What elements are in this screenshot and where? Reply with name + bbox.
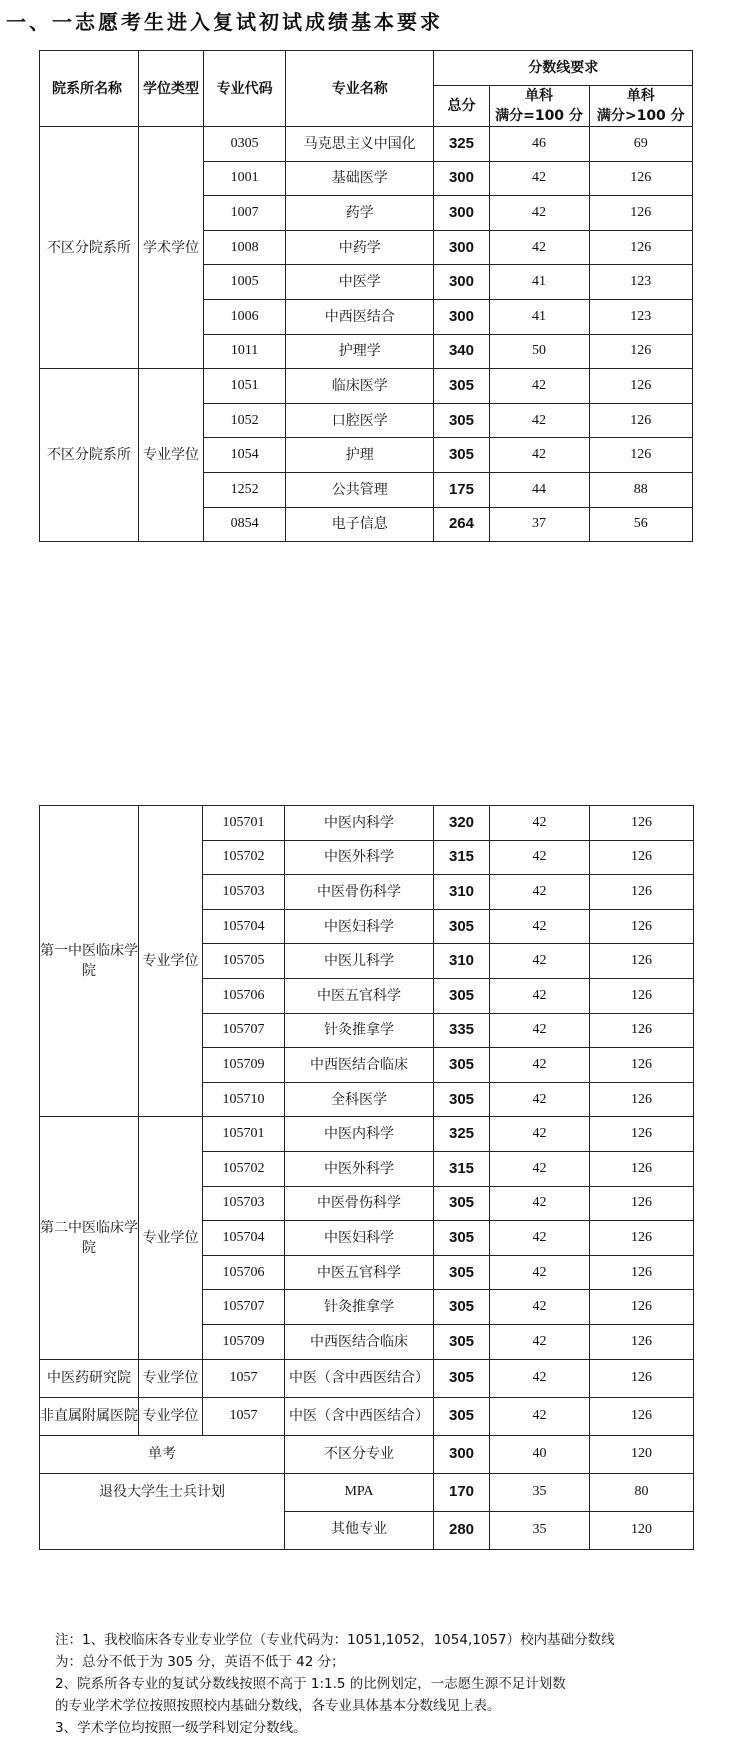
- dept-cell: 不区分院系所: [40, 369, 139, 542]
- major-name-cell: 针灸推拿学: [285, 1290, 434, 1325]
- major-name-cell: 针灸推拿学: [285, 1013, 434, 1048]
- major-name-cell: 中医骨伤科学: [285, 1186, 434, 1221]
- major-code-cell: 1008: [204, 230, 286, 265]
- header-dept: 院系所名称: [40, 51, 139, 127]
- table-row: [40, 127, 693, 162]
- single-gt100-score-cell: 126: [590, 1324, 694, 1359]
- single-100-score-cell: 42: [490, 1186, 590, 1221]
- note-line: 的专业学术学位按照按照校内基础分数线，各专业具体基本分数线见上表。: [55, 1698, 501, 1714]
- major-name-cell: 中医五官科学: [285, 978, 434, 1013]
- major-code-cell: 1011: [204, 334, 286, 369]
- table-row: [40, 369, 693, 404]
- major-name-cell: 中医妇科学: [285, 909, 434, 944]
- major-code-cell: 105709: [203, 1324, 285, 1359]
- single-gt100-score-cell: 126: [590, 1013, 694, 1048]
- header-total: 总分: [434, 86, 489, 127]
- total-score-cell: 300: [434, 161, 489, 196]
- single-100-score-cell: 42: [490, 978, 590, 1013]
- score-table-2: [39, 805, 694, 1550]
- major-name-cell: 中医外科学: [285, 1151, 434, 1186]
- single-gt100-score-cell: 126: [590, 944, 694, 979]
- major-code-cell: 105710: [203, 1082, 285, 1117]
- single-exam-label: 单考: [40, 1435, 285, 1473]
- single-gt100-score-cell: 126: [589, 369, 692, 404]
- total-score-cell: 305: [434, 1255, 490, 1290]
- header-single-gt100-line1: 单科: [626, 88, 655, 104]
- single-gt100-score-cell: 126: [590, 1359, 694, 1397]
- major-code-cell: 105703: [203, 1186, 285, 1221]
- major-name-cell: MPA: [285, 1473, 434, 1511]
- total-score-cell: 325: [434, 1117, 490, 1152]
- single-gt100-score-cell: 56: [589, 507, 692, 542]
- total-score-cell: 305: [434, 978, 490, 1013]
- single-gt100-score-cell: 126: [589, 161, 692, 196]
- total-score-cell: 300: [434, 230, 489, 265]
- total-score-cell: 305: [434, 369, 489, 404]
- single-gt100-score-cell: 126: [590, 909, 694, 944]
- major-name-cell: 中医妇科学: [285, 1221, 434, 1256]
- single-100-score-cell: 42: [490, 1082, 590, 1117]
- major-name-cell: 中药学: [286, 230, 434, 265]
- single-gt100-score-cell: 80: [590, 1473, 694, 1511]
- major-code-cell: 1057: [203, 1359, 285, 1397]
- major-code-cell: 105701: [203, 1117, 285, 1152]
- major-name-cell: 全科医学: [285, 1082, 434, 1117]
- major-name-cell: 基础医学: [286, 161, 434, 196]
- total-score-cell: 305: [434, 1186, 490, 1221]
- single-100-score-cell: 42: [490, 840, 590, 875]
- single-100-score-cell: 41: [489, 265, 589, 300]
- major-name-cell: 中医儿科学: [285, 944, 434, 979]
- single-gt100-score-cell: 126: [590, 806, 694, 841]
- major-code-cell: 1252: [204, 472, 286, 507]
- major-code-cell: 105709: [203, 1048, 285, 1083]
- dept-cell: 第二中医临床学院: [40, 1117, 139, 1359]
- major-code-cell: 1006: [204, 299, 286, 334]
- dept-cell: 第一中医临床学院: [40, 806, 139, 1117]
- header-single-100-line2: 满分=100 分: [495, 108, 583, 124]
- single-gt100-score-cell: 126: [589, 403, 692, 438]
- dept-cell: 不区分院系所: [40, 127, 139, 369]
- major-code-cell: 1001: [204, 161, 286, 196]
- major-code-cell: 1007: [204, 196, 286, 231]
- single-100-score-cell: 37: [489, 507, 589, 542]
- major-name-cell: 中医骨伤科学: [285, 875, 434, 910]
- degree-type-cell: 专业学位: [139, 1117, 203, 1359]
- single-gt100-score-cell: 126: [590, 875, 694, 910]
- major-name-cell: 其他专业: [285, 1511, 434, 1549]
- single-100-score-cell: 42: [490, 875, 590, 910]
- single-gt100-score-cell: 126: [590, 978, 694, 1013]
- total-score-cell: 305: [434, 438, 489, 473]
- single-gt100-score-cell: 126: [589, 334, 692, 369]
- major-code-cell: 1057: [203, 1397, 285, 1435]
- total-score-cell: 320: [434, 806, 490, 841]
- major-code-cell: 105703: [203, 875, 285, 910]
- major-name-cell: 护理: [286, 438, 434, 473]
- single-100-score-cell: 42: [489, 438, 589, 473]
- dept-cell: 中医药研究院: [40, 1359, 139, 1397]
- major-name-cell: 中医五官科学: [285, 1255, 434, 1290]
- major-name-cell: 中西医结合临床: [285, 1048, 434, 1083]
- single-gt100-score-cell: 126: [590, 1048, 694, 1083]
- total-score-cell: 300: [434, 265, 489, 300]
- single-100-score-cell: 42: [490, 806, 590, 841]
- single-100-score-cell: 42: [490, 1013, 590, 1048]
- single-100-score-cell: 42: [489, 369, 589, 404]
- dept-cell: 非直属附属医院: [40, 1397, 139, 1435]
- total-score-cell: 340: [434, 334, 489, 369]
- total-score-cell: 305: [434, 1221, 490, 1256]
- degree-type-cell: 专业学位: [138, 369, 203, 542]
- total-score-cell: 305: [434, 1290, 490, 1325]
- single-gt100-score-cell: 123: [589, 299, 692, 334]
- total-score-cell: 300: [434, 196, 489, 231]
- total-score-cell: 305: [434, 1082, 490, 1117]
- total-score-cell: 315: [434, 1151, 490, 1186]
- total-score-cell: 305: [434, 403, 489, 438]
- major-code-cell: 105706: [203, 978, 285, 1013]
- major-name-cell: 中西医结合: [286, 299, 434, 334]
- single-100-score-cell: 44: [489, 472, 589, 507]
- major-code-cell: 105702: [203, 1151, 285, 1186]
- major-code-cell: 1005: [204, 265, 286, 300]
- total-score-cell: 315: [434, 840, 490, 875]
- major-name-cell: 中医内科学: [285, 1117, 434, 1152]
- major-name-cell: 电子信息: [286, 507, 434, 542]
- single-gt100-score-cell: 120: [590, 1435, 694, 1473]
- single-100-score-cell: 42: [490, 1397, 590, 1435]
- total-score-cell: 300: [434, 299, 489, 334]
- table-row: [40, 1435, 694, 1473]
- total-score-cell: 280: [434, 1511, 490, 1549]
- single-gt100-score-cell: 126: [590, 1255, 694, 1290]
- total-score-cell: 264: [434, 507, 489, 542]
- total-score-cell: 310: [434, 944, 490, 979]
- major-name-cell: 中医学: [286, 265, 434, 300]
- single-gt100-score-cell: 126: [589, 438, 692, 473]
- single-100-score-cell: 46: [489, 127, 589, 162]
- header-single-gt100: [589, 86, 692, 127]
- major-code-cell: 105706: [203, 1255, 285, 1290]
- major-code-cell: 105707: [203, 1013, 285, 1048]
- total-score-cell: 305: [434, 1359, 490, 1397]
- single-100-score-cell: 50: [489, 334, 589, 369]
- single-gt100-score-cell: 126: [590, 1117, 694, 1152]
- single-gt100-score-cell: 126: [590, 1082, 694, 1117]
- single-gt100-score-cell: 126: [590, 1151, 694, 1186]
- major-code-cell: 0305: [204, 127, 286, 162]
- major-name-cell: 不区分专业: [285, 1435, 434, 1473]
- major-name-cell: 临床医学: [286, 369, 434, 404]
- degree-type-cell: 专业学位: [139, 806, 203, 1117]
- single-gt100-score-cell: 126: [590, 1221, 694, 1256]
- degree-type-cell: 专业学位: [139, 1359, 203, 1397]
- major-code-cell: 1052: [204, 403, 286, 438]
- single-100-score-cell: 40: [490, 1435, 590, 1473]
- single-gt100-score-cell: 126: [589, 196, 692, 231]
- total-score-cell: 175: [434, 472, 489, 507]
- major-name-cell: 口腔医学: [286, 403, 434, 438]
- single-100-score-cell: 35: [490, 1473, 590, 1511]
- major-name-cell: 中医（含中西医结合）: [285, 1359, 434, 1397]
- degree-type-cell: 学术学位: [138, 127, 203, 369]
- major-code-cell: 105704: [203, 909, 285, 944]
- major-code-cell: 1051: [204, 369, 286, 404]
- total-score-cell: 325: [434, 127, 489, 162]
- total-score-cell: 170: [434, 1473, 490, 1511]
- major-code-cell: 105701: [203, 806, 285, 841]
- total-score-cell: 305: [434, 1397, 490, 1435]
- total-score-cell: 305: [434, 1324, 490, 1359]
- single-gt100-score-cell: 126: [590, 1290, 694, 1325]
- header-single-100-line1: 单科: [525, 88, 553, 104]
- header-degree: 学位类型: [138, 51, 203, 127]
- total-score-cell: 335: [434, 1013, 490, 1048]
- single-100-score-cell: 42: [490, 1048, 590, 1083]
- single-100-score-cell: 42: [490, 1324, 590, 1359]
- single-100-score-cell: 42: [489, 161, 589, 196]
- single-100-score-cell: 42: [489, 230, 589, 265]
- major-name-cell: 公共管理: [286, 472, 434, 507]
- single-100-score-cell: 42: [490, 944, 590, 979]
- header-code: 专业代码: [204, 51, 286, 127]
- single-gt100-score-cell: 88: [589, 472, 692, 507]
- major-name-cell: 中医内科学: [285, 806, 434, 841]
- single-100-score-cell: 42: [490, 1255, 590, 1290]
- single-100-score-cell: 35: [490, 1511, 590, 1549]
- single-100-score-cell: 41: [489, 299, 589, 334]
- major-name-cell: 药学: [286, 196, 434, 231]
- degree-type-cell: 专业学位: [139, 1397, 203, 1435]
- major-code-cell: 105707: [203, 1290, 285, 1325]
- table-row: [40, 1397, 694, 1435]
- single-100-score-cell: 42: [489, 403, 589, 438]
- major-name-cell: 中西医结合临床: [285, 1324, 434, 1359]
- major-name-cell: 护理学: [286, 334, 434, 369]
- total-score-cell: 305: [434, 909, 490, 944]
- score-table-1: [39, 50, 693, 542]
- table-row: [40, 1473, 694, 1511]
- header-single-100: [489, 86, 589, 127]
- major-code-cell: 105702: [203, 840, 285, 875]
- major-code-cell: 0854: [204, 507, 286, 542]
- table-row: [40, 806, 694, 841]
- single-gt100-score-cell: 69: [589, 127, 692, 162]
- single-100-score-cell: 42: [490, 1290, 590, 1325]
- note-line: 为：总分不低于为 305 分，英语不低于 42 分；: [55, 1654, 345, 1670]
- header-single-gt100-line2: 满分>100 分: [596, 108, 685, 124]
- major-name-cell: 中医（含中西医结合）: [285, 1397, 434, 1435]
- total-score-cell: 305: [434, 1048, 490, 1083]
- single-100-score-cell: 42: [490, 1221, 590, 1256]
- table-row: [40, 1359, 694, 1397]
- header-score-requirement: 分数线要求: [434, 51, 693, 86]
- major-name-cell: 马克思主义中国化: [286, 127, 434, 162]
- note-line: 注：1、我校临床各专业专业学位（专业代码为：1051,1052，1054,1057）校内基础分数线: [55, 1632, 615, 1648]
- single-100-score-cell: 42: [490, 1151, 590, 1186]
- single-gt100-score-cell: 123: [589, 265, 692, 300]
- single-gt100-score-cell: 126: [590, 840, 694, 875]
- major-code-cell: 105705: [203, 944, 285, 979]
- single-gt100-score-cell: 126: [589, 230, 692, 265]
- table-row: [40, 1117, 694, 1152]
- header-name: 专业名称: [286, 51, 434, 127]
- single-gt100-score-cell: 126: [590, 1397, 694, 1435]
- major-name-cell: 中医外科学: [285, 840, 434, 875]
- total-score-cell: 310: [434, 875, 490, 910]
- note-line: 3、学术学位均按照一级学科划定分数线。: [55, 1720, 307, 1736]
- veteran-plan-label: 退役大学生士兵计划: [40, 1473, 285, 1549]
- single-100-score-cell: 42: [490, 909, 590, 944]
- notes: [55, 1629, 695, 1739]
- single-gt100-score-cell: 120: [590, 1511, 694, 1549]
- single-100-score-cell: 42: [490, 1117, 590, 1152]
- note-line: 2、院系所各专业的复试分数线按照不高于 1:1.5 的比例划定，一志愿生源不足计划数: [55, 1676, 566, 1692]
- page-title: 一、一志愿考生进入复试初试成绩基本要求: [6, 10, 443, 34]
- single-100-score-cell: 42: [489, 196, 589, 231]
- major-code-cell: 105704: [203, 1221, 285, 1256]
- single-gt100-score-cell: 126: [590, 1186, 694, 1221]
- total-score-cell: 300: [434, 1435, 490, 1473]
- major-code-cell: 1054: [204, 438, 286, 473]
- single-100-score-cell: 42: [490, 1359, 590, 1397]
